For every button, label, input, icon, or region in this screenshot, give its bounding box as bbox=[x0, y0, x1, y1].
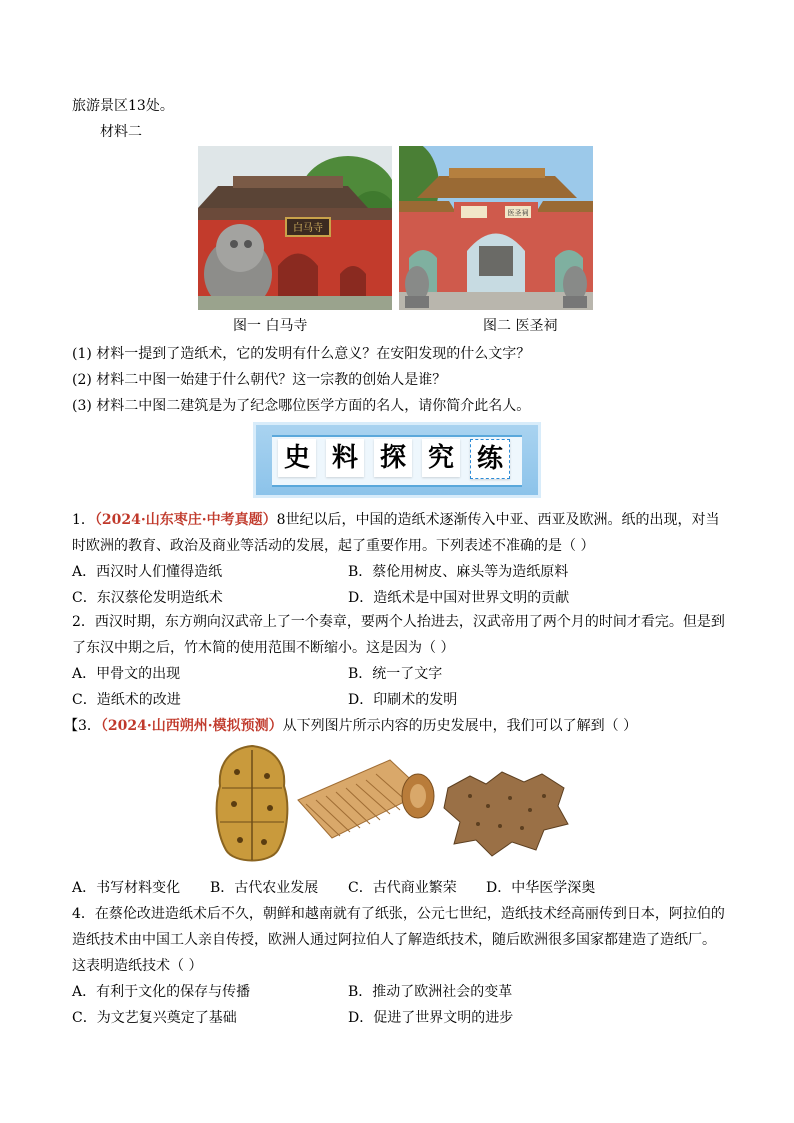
q2-option-c[interactable]: C．造纸术的改进 bbox=[72, 692, 181, 708]
q2-option-d[interactable]: D．印刷术的发明 bbox=[348, 692, 458, 708]
q4-option-d[interactable]: D．促进了世界文明的进步 bbox=[348, 1010, 514, 1026]
banner-char-1: 史 bbox=[278, 439, 316, 477]
question-1: (1) 材料一提到了造纸术，它的发明有什么意义？在安阳发现的什么文字？ bbox=[72, 346, 531, 362]
banner-char-4: 究 bbox=[422, 439, 460, 477]
q1-option-d[interactable]: D．造纸术是中国对世界文明的贡献 bbox=[348, 590, 570, 606]
q1-option-a[interactable]: A．西汉时人们懂得造纸 bbox=[72, 564, 223, 580]
q3-source: （2024·山西朔州·模拟预测） bbox=[100, 718, 283, 734]
q2-option-a[interactable]: A．甲骨文的出现 bbox=[72, 666, 181, 682]
q1-option-c[interactable]: C．东汉蔡伦发明造纸术 bbox=[72, 590, 223, 606]
bamboo-slips-image bbox=[294, 752, 436, 862]
q3-option-b[interactable]: B．古代农业发展 bbox=[210, 880, 319, 896]
q3-stem bbox=[64, 716, 637, 736]
material-2-label: 材料二 bbox=[100, 124, 142, 140]
section-banner bbox=[253, 422, 541, 498]
q2-stem-line-2: 了东汉中期之后，竹木简的使用范围不断缩小。这是因为（ ） bbox=[72, 640, 455, 656]
question-3: (3) 材料二中图二建筑是为了纪念哪位医学方面的名人，请你简介此名人。 bbox=[72, 398, 531, 414]
q4-stem-line-3: 这表明造纸技术（ ） bbox=[72, 958, 203, 974]
q1-text-1: 8世纪以后，中国的造纸术逐渐传入中亚、西亚及欧洲。纸的出现，对当 bbox=[276, 512, 720, 528]
q2-option-b[interactable]: B．统一了文字 bbox=[348, 666, 443, 682]
q1-source: （2024·山东枣庄·中考真题） bbox=[94, 512, 277, 528]
figure-2-caption: 图二 医圣祠 bbox=[483, 318, 558, 334]
q1-option-b[interactable]: B．蔡伦用树皮、麻头等为造纸原料 bbox=[348, 564, 569, 580]
banner-char-2: 料 bbox=[326, 439, 364, 477]
question-2: (2) 材料二中图一始建于什么朝代？这一宗教的创始人是谁？ bbox=[72, 372, 447, 388]
yisheng-shrine-photo bbox=[399, 146, 593, 310]
oracle-bone-image bbox=[212, 742, 292, 870]
figure-1-caption: 图一 白马寺 bbox=[233, 318, 308, 334]
white-horse-temple-photo bbox=[198, 146, 392, 310]
shrine-plaque-text: 医圣祠 bbox=[507, 209, 529, 217]
q3-option-d[interactable]: D．中华医学深奥 bbox=[486, 880, 596, 896]
q4-option-a[interactable]: A．有利于文化的保存与传播 bbox=[72, 984, 251, 1000]
banner-char-5: 练 bbox=[470, 439, 510, 479]
q1-stem-line-2: 时欧洲的教育、政治及商业等活动的发展，起了重要作用。下列表述不准确的是（ ） bbox=[72, 538, 595, 554]
q4-stem-line-2: 造纸技术由中国工人亲自传授，欧洲人通过阿拉伯人了解造纸技术，随后欧洲很多国家都建造了造纸厂。 bbox=[72, 932, 716, 948]
banner-char-3: 探 bbox=[374, 439, 412, 477]
intro-text: 旅游景区13处。 bbox=[72, 98, 174, 114]
q4-option-c[interactable]: C．为文艺复兴奠定了基础 bbox=[72, 1010, 237, 1026]
temple-plaque-text: 白马寺 bbox=[293, 223, 323, 234]
q3-number: 【3． bbox=[64, 718, 101, 734]
q1-number: 1． bbox=[72, 512, 95, 528]
q3-option-a[interactable]: A．书写材料变化 bbox=[72, 880, 181, 896]
q3-option-c[interactable]: C．古代商业繁荣 bbox=[348, 880, 457, 896]
paper-fragment-image bbox=[440, 766, 572, 862]
q1-stem-line-1 bbox=[72, 510, 720, 530]
q4-option-b[interactable]: B．推动了欧洲社会的变革 bbox=[348, 984, 513, 1000]
q3-text: 从下列图片所示内容的历史发展中，我们可以了解到（ ） bbox=[282, 718, 638, 734]
q4-stem-line-1: 4．在蔡伦改进造纸术后不久，朝鲜和越南就有了纸张，公元七世纪，造纸技术经高丽传到日本，阿拉伯的 bbox=[72, 906, 725, 922]
q2-stem-line-1: 2．西汉时期，东方朔向汉武帝上了一个奏章，要两个人抬进去，汉武帝用了两个月的时间才看完。但是到 bbox=[72, 614, 725, 630]
